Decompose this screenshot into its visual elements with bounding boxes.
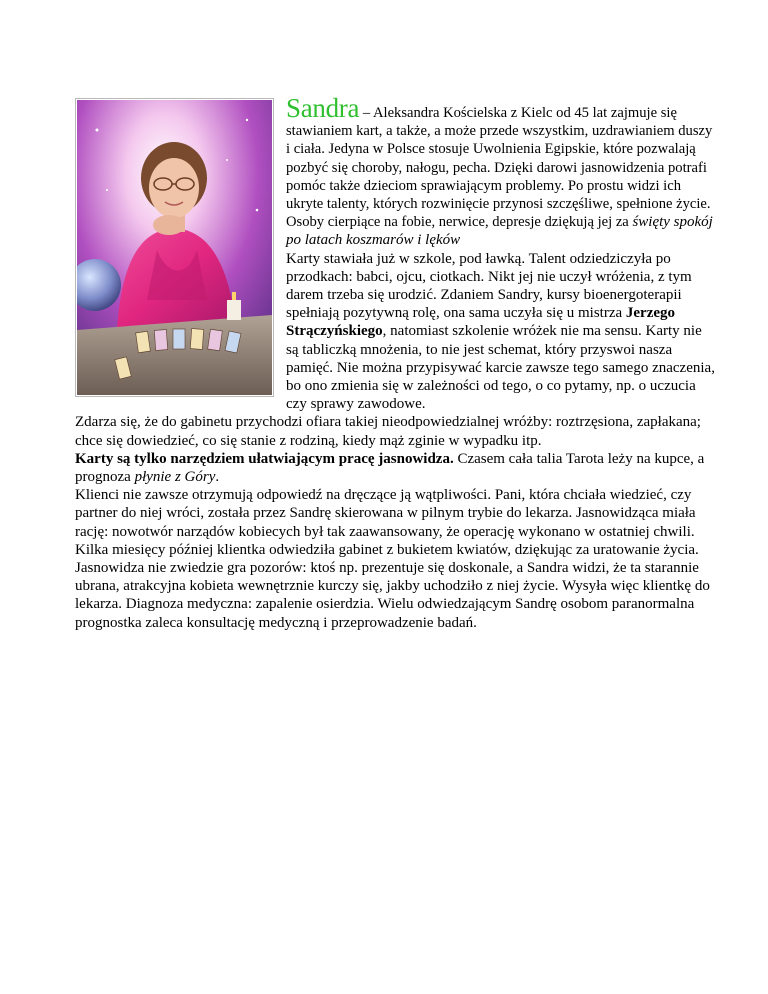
paragraph-6: Jasnowidza nie zwiedzie gra pozorów: ktoś np. prezentuje się doskonale, a Sandra widzi, że ta starannie ubrana, atrakcyjna kobieta wewnętrznie kurczy się, jakby uchodziło z niej życie. Wysyła więc klientkę do lekarza. Diagnoza medyczna: zapalenie osierdzia. Wielu odwiedzającym Sandrę osobom paranormalna prognostka zaleca konsultację medyczną i przeprowadzenie badań. [75,560,710,631]
intro-separator: – [359,105,373,121]
paragraph-5: Klienci nie zawsze otrzymują odpowiedź na dręczące ją wątpliwości. Pani, która chciała wiedzieć, czy partner do niej wróci, została przez Sandrę skierowana w pilnym trybie do lekarza. Jasnowidząca miała rację: nowotwór narządów kobiecych był tak zaawansowany, że operację wykonano w ostatniej chwili. Kilka miesięcy później klientka odwiedziła gabinet z bukietem kwiatów, dziękując za uratowanie życia. [75,487,699,558]
paragraph-2-text-b: , natomiast szkolenie wróżek nie ma sensu. Karty nie są tabliczką mnożenia, to nie jest schemat, który przyswoi nasza pamięć. Nie można przypisywać karcie zawsze tego samego znaczenia, bo ono zmienia się w zależności od tego, o co pytamy, np. o uczucia czy sprawy zawodowe. [286,323,715,413]
subject-name: Sandra [286,93,360,123]
paragraph-2-text-a: Karty stawiała już w szkole, pod ławką. Talent odziedziczyła po przodkach: babci, ojcu, ciotkach. Nikt jej nie uczył wróżenia, z tym darem trzeba się urodzić. Zdaniem Sandry, kursy bioenergoterapii spełniają pozytywną rolę, ona sama uczyła się u mistrza [286,250,692,322]
paragraph-4-text-a: Czasem cała talia Tarota leży na kupce, a prognoza [75,450,705,486]
paragraph-4-bold: Karty są tylko narzędziem ułatwiającym pracę jasnowidza. [75,450,454,467]
paragraph-4-text-b: . [215,469,220,486]
intro-italic: święty spokój po latach koszmarów i lęków [286,214,713,249]
paragraph-4-italic: płynie z Góry [134,469,216,486]
intro-text: Aleksandra Kościelska z Kielc od 45 lat zajmuje się stawianiem kart, a także, a może przede wszystkim, uzdrawianiem duszy i ciała. Jedyna w Polsce stosuje Uwolnienia Egipskie, które pozwalają pozbyć się choroby, nałogu, pecha. Dzięki darowi jasnowidzenia potrafi pomóc także dzieciom sprawiającym problemy. Po prostu widzi ich ukryte talenty, których rozwinięcie przynosi szczęśliwe, spełnione życie. Osoby cierpiące na fobie, nerwice, depresje dziękują jej za [286,105,713,231]
paragraph-3: Zdarza się, że do gabinetu przychodzi ofiara takiej nieodpowiedzialnej wróżby: roztrzęsiona, zapłakana; chce się dowiedzieć, co się stanie z rodziną, kiedy mąż zginie w wypadku itp. [75,414,701,449]
portrait-photo [75,98,274,397]
article [75,93,715,632]
master-name: Jerzego Strączyńskiego [286,305,676,340]
paragraph-4 [75,450,715,486]
portrait-photo-icon [77,100,272,395]
